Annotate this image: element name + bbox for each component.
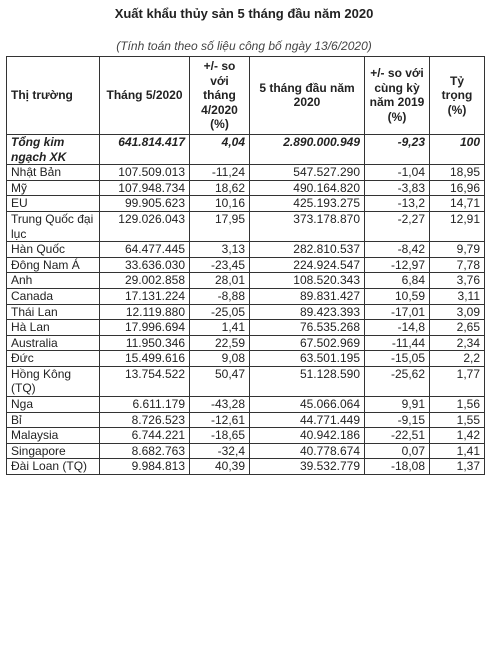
cell-month: 6.611.179 bbox=[100, 397, 190, 413]
cell-month: 8.726.523 bbox=[100, 412, 190, 428]
cell-share: 1,42 bbox=[430, 428, 485, 444]
cell-ytd: 67.502.969 bbox=[250, 335, 365, 351]
cell-share: 1,56 bbox=[430, 397, 485, 413]
cell-change-year: -3,83 bbox=[365, 180, 430, 196]
cell-month: 8.682.763 bbox=[100, 443, 190, 459]
cell-share: 1,55 bbox=[430, 412, 485, 428]
cell-ytd: 89.831.427 bbox=[250, 288, 365, 304]
cell-change-month: 50,47 bbox=[190, 366, 250, 396]
cell-change-month: -12,61 bbox=[190, 412, 250, 428]
cell-month: 29.002.858 bbox=[100, 273, 190, 289]
cell-change-year: -9,15 bbox=[365, 412, 430, 428]
total-change-year: -9,23 bbox=[365, 134, 430, 164]
cell-month: 15.499.616 bbox=[100, 351, 190, 367]
total-share: 100 bbox=[430, 134, 485, 164]
cell-market: Mỹ bbox=[7, 180, 100, 196]
cell-change-year: 0,07 bbox=[365, 443, 430, 459]
cell-ytd: 224.924.547 bbox=[250, 257, 365, 273]
table-row bbox=[7, 257, 485, 273]
table-row bbox=[7, 397, 485, 413]
cell-market: Đức bbox=[7, 351, 100, 367]
cell-change-year: -8,42 bbox=[365, 242, 430, 258]
cell-change-year: -11,44 bbox=[365, 335, 430, 351]
cell-market: Hà Lan bbox=[7, 320, 100, 336]
cell-share: 16,96 bbox=[430, 180, 485, 196]
table-row bbox=[7, 211, 485, 241]
cell-market: Australia bbox=[7, 335, 100, 351]
cell-change-year: -1,04 bbox=[365, 165, 430, 181]
table-row bbox=[7, 443, 485, 459]
cell-month: 6.744.221 bbox=[100, 428, 190, 444]
cell-change-month: 9,08 bbox=[190, 351, 250, 367]
cell-ytd: 547.527.290 bbox=[250, 165, 365, 181]
cell-month: 129.026.043 bbox=[100, 211, 190, 241]
header-change-month: +/- so với tháng 4/2020 (%) bbox=[190, 57, 250, 135]
cell-ytd: 108.520.343 bbox=[250, 273, 365, 289]
cell-month: 13.754.522 bbox=[100, 366, 190, 396]
cell-share: 1,37 bbox=[430, 459, 485, 475]
cell-share: 2,34 bbox=[430, 335, 485, 351]
table-row bbox=[7, 320, 485, 336]
cell-market: Nhật Bản bbox=[7, 165, 100, 181]
cell-share: 1,41 bbox=[430, 443, 485, 459]
cell-share: 12,91 bbox=[430, 211, 485, 241]
cell-share: 3,11 bbox=[430, 288, 485, 304]
cell-share: 1,77 bbox=[430, 366, 485, 396]
header-share: Tỷ trọng (%) bbox=[430, 57, 485, 135]
total-change-month: 4,04 bbox=[190, 134, 250, 164]
cell-market: Trung Quốc đại lục bbox=[7, 211, 100, 241]
cell-share: 3,76 bbox=[430, 273, 485, 289]
cell-ytd: 39.532.779 bbox=[250, 459, 365, 475]
cell-ytd: 373.178.870 bbox=[250, 211, 365, 241]
cell-month: 12.119.880 bbox=[100, 304, 190, 320]
cell-change-year: -12,97 bbox=[365, 257, 430, 273]
cell-change-year: -25,62 bbox=[365, 366, 430, 396]
cell-change-year: 9,91 bbox=[365, 397, 430, 413]
page-title: Xuất khẩu thủy sản 5 tháng đầu năm 2020 bbox=[114, 6, 374, 21]
cell-month: 9.984.813 bbox=[100, 459, 190, 475]
cell-change-month: 18,62 bbox=[190, 180, 250, 196]
cell-change-month: -11,24 bbox=[190, 165, 250, 181]
table-row bbox=[7, 196, 485, 212]
cell-share: 2,2 bbox=[430, 351, 485, 367]
cell-change-month: 28,01 bbox=[190, 273, 250, 289]
header-market: Thị trường bbox=[7, 57, 100, 135]
cell-ytd: 89.423.393 bbox=[250, 304, 365, 320]
cell-change-month: 10,16 bbox=[190, 196, 250, 212]
cell-change-month: 40,39 bbox=[190, 459, 250, 475]
export-table bbox=[6, 56, 485, 475]
cell-change-year: -15,05 bbox=[365, 351, 430, 367]
cell-share: 7,78 bbox=[430, 257, 485, 273]
cell-change-month: 22,59 bbox=[190, 335, 250, 351]
cell-month: 107.948.734 bbox=[100, 180, 190, 196]
cell-change-year: -22,51 bbox=[365, 428, 430, 444]
cell-ytd: 490.164.820 bbox=[250, 180, 365, 196]
cell-change-month: -8,88 bbox=[190, 288, 250, 304]
cell-change-month: -43,28 bbox=[190, 397, 250, 413]
cell-month: 17.996.694 bbox=[100, 320, 190, 336]
cell-share: 9,79 bbox=[430, 242, 485, 258]
cell-month: 17.131.224 bbox=[100, 288, 190, 304]
cell-change-month: 1,41 bbox=[190, 320, 250, 336]
table-row bbox=[7, 304, 485, 320]
table-row bbox=[7, 242, 485, 258]
table-row bbox=[7, 180, 485, 196]
cell-market: Thái Lan bbox=[7, 304, 100, 320]
table-row bbox=[7, 288, 485, 304]
cell-ytd: 40.778.674 bbox=[250, 443, 365, 459]
cell-market: Hàn Quốc bbox=[7, 242, 100, 258]
cell-market: Canada bbox=[7, 288, 100, 304]
table-row bbox=[7, 165, 485, 181]
cell-ytd: 51.128.590 bbox=[250, 366, 365, 396]
cell-month: 99.905.623 bbox=[100, 196, 190, 212]
table-row bbox=[7, 273, 485, 289]
cell-month: 64.477.445 bbox=[100, 242, 190, 258]
cell-market: Đông Nam Á bbox=[7, 257, 100, 273]
cell-change-year: -17,01 bbox=[365, 304, 430, 320]
total-ytd: 2.890.000.949 bbox=[250, 134, 365, 164]
cell-ytd: 40.942.186 bbox=[250, 428, 365, 444]
cell-share: 18,95 bbox=[430, 165, 485, 181]
table-row bbox=[7, 351, 485, 367]
table-row bbox=[7, 335, 485, 351]
table-row bbox=[7, 428, 485, 444]
table-row bbox=[7, 459, 485, 475]
cell-change-month: -32,4 bbox=[190, 443, 250, 459]
cell-ytd: 282.810.537 bbox=[250, 242, 365, 258]
total-row bbox=[7, 134, 485, 164]
cell-share: 14,71 bbox=[430, 196, 485, 212]
page-subtitle: (Tính toán theo số liệu công bố ngày 13/6/2020) bbox=[116, 39, 372, 53]
cell-share: 2,65 bbox=[430, 320, 485, 336]
table-row bbox=[7, 366, 485, 396]
cell-ytd: 63.501.195 bbox=[250, 351, 365, 367]
total-market: Tổng kim ngạch XK bbox=[7, 134, 100, 164]
header-change-year: +/- so với cùng kỳ năm 2019 (%) bbox=[365, 57, 430, 135]
cell-change-year: 10,59 bbox=[365, 288, 430, 304]
cell-ytd: 76.535.268 bbox=[250, 320, 365, 336]
cell-ytd: 45.066.064 bbox=[250, 397, 365, 413]
cell-change-month: -25,05 bbox=[190, 304, 250, 320]
cell-change-year: -2,27 bbox=[365, 211, 430, 241]
cell-market: Malaysia bbox=[7, 428, 100, 444]
cell-month: 11.950.346 bbox=[100, 335, 190, 351]
header-row bbox=[7, 57, 485, 135]
cell-market: EU bbox=[7, 196, 100, 212]
cell-change-year: -13,2 bbox=[365, 196, 430, 212]
cell-change-year: -14,8 bbox=[365, 320, 430, 336]
cell-market: Nga bbox=[7, 397, 100, 413]
cell-ytd: 44.771.449 bbox=[250, 412, 365, 428]
cell-change-year: 6,84 bbox=[365, 273, 430, 289]
cell-month: 33.636.030 bbox=[100, 257, 190, 273]
total-month: 641.814.417 bbox=[100, 134, 190, 164]
cell-change-month: -23,45 bbox=[190, 257, 250, 273]
cell-ytd: 425.193.275 bbox=[250, 196, 365, 212]
cell-change-month: 17,95 bbox=[190, 211, 250, 241]
cell-change-month: -18,65 bbox=[190, 428, 250, 444]
cell-share: 3,09 bbox=[430, 304, 485, 320]
cell-change-month: 3,13 bbox=[190, 242, 250, 258]
header-ytd: 5 tháng đầu năm 2020 bbox=[250, 57, 365, 135]
cell-month: 107.509.013 bbox=[100, 165, 190, 181]
cell-market: Bỉ bbox=[7, 412, 100, 428]
cell-market: Hồng Kông (TQ) bbox=[7, 366, 100, 396]
cell-change-year: -18,08 bbox=[365, 459, 430, 475]
table-row bbox=[7, 412, 485, 428]
cell-market: Singapore bbox=[7, 443, 100, 459]
cell-market: Anh bbox=[7, 273, 100, 289]
header-month: Tháng 5/2020 bbox=[100, 57, 190, 135]
cell-market: Đài Loan (TQ) bbox=[7, 459, 100, 475]
